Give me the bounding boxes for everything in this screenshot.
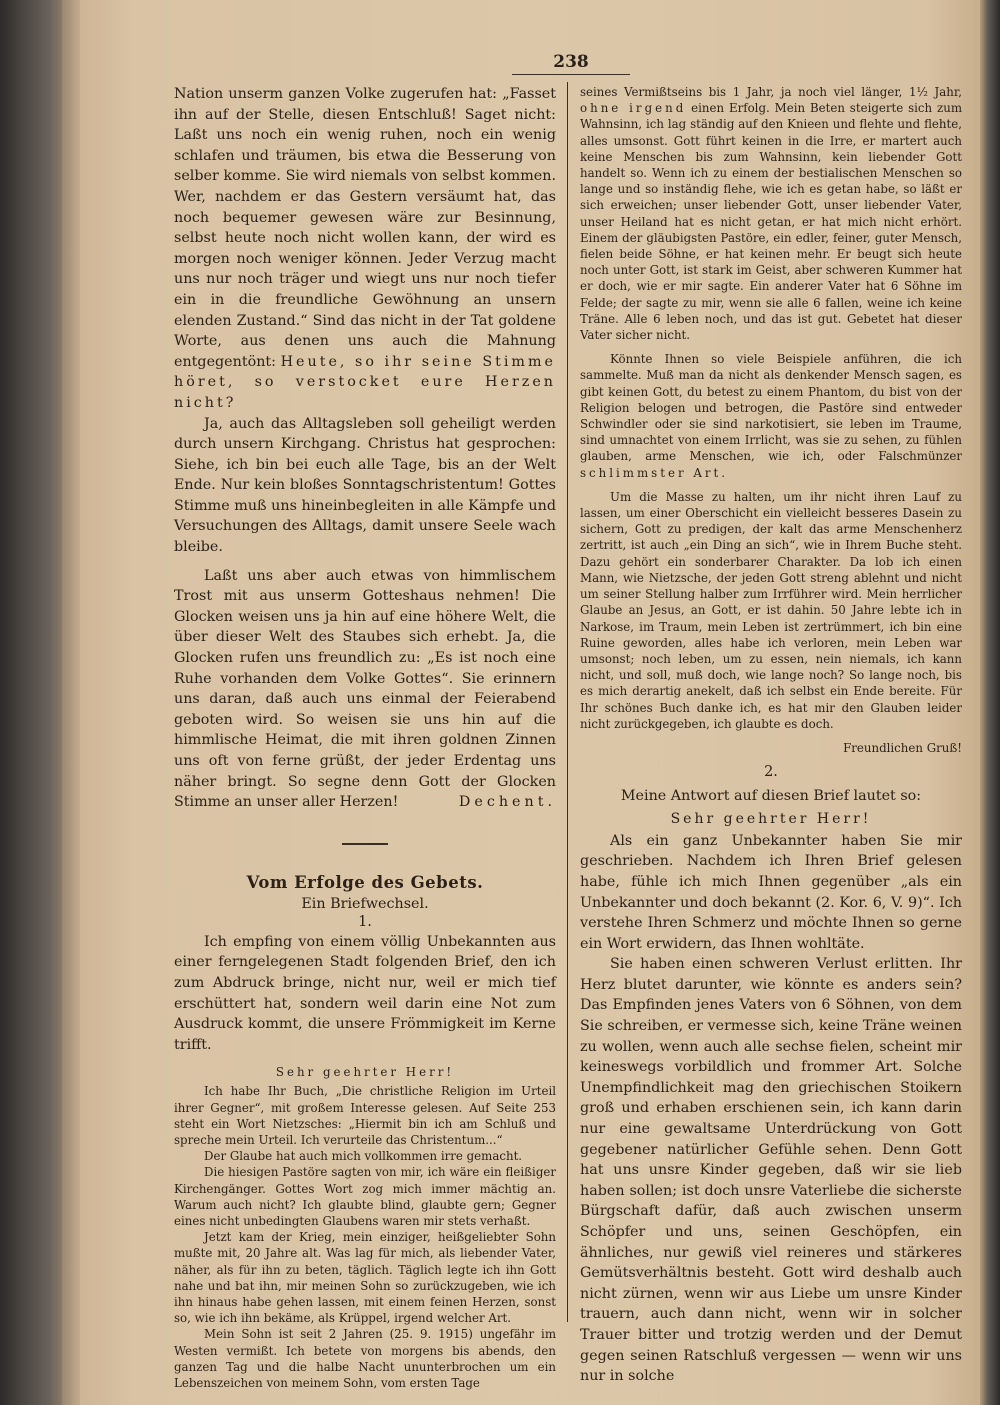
spaced-quote: Heute, so ihr seine Stimme höret, so verstocket eure Herzen nicht? [174, 353, 557, 411]
letter-salutation: Sehr geehrter Herr! [275, 1065, 455, 1080]
author-signature: Dechent. [458, 794, 556, 811]
paragraph: Laßt uns aber auch etwas von himmlischem Trost mit aus unserm Gotteshaus nehmen! Die Glocken weisen uns ja hin auf eine höhere Welt, die über dieser Welt des Staubes sich erhebt. Ja, die Glocken rufen uns freundlich zu: „Es ist noch eine Ruhe vorhanden dem Volke Gottes“. Sie erinnern uns daran, daß auch uns einmal der Feierabend geboten wird. So weisen sie uns hin auf die himmlische Heimat, die mit ihren goldnen Zinnen uns oft von ferne grüßt, der jeder Erdentag uns näher bringt. So segne denn Gott der Glocken Stimme an unser aller Herzen! Dechent. [174, 566, 556, 813]
letter-paragraph: Könnte Ihnen so viele Beispiele anführen, die ich sammelte. Muß man da nicht als denkender Mensch sagen, es gibt keinen Gott, du betest zu einem Phantom, du bist von der Religion belogen und betrogen, die Pastöre sind entweder Schwindler oder sie sind narkotisiert, sie leben im Traume, sind umnachtet von einem Irrlicht, was sie zu sehen, zu fühlen glauben, arme Menschen, wie ich, oder Falschmünzer schlimmster Art. [580, 352, 962, 480]
letter-paragraph: Jetzt kam der Krieg, mein einziger, heißgeliebter Sohn mußte mit, 20 Jahre alt. Was lag für mich, als liebender Vater, näher, als für ihn zu beten, täglich. Täglich legte ich ihn Gott nahe und bat ihn, mir meinen Sohn so zurückzugeben, wie ich ihn hinaus habe gehen lassen, mit einem feinen Herzen, sonst so, wie ich ihn bekäme, als Krüppel, irgend welcher Art. [174, 1230, 556, 1326]
paragraph: Als ein ganz Unbekannter haben Sie mir geschrieben. Nachdem ich Ihren Brief gelesen habe, fühle ich mich Ihnen gegenüber „als ein Unbekannter und doch bekannt (2. Kor. 6, V. 9)“. Ich verstehe Ihren Schmerz und möchte Ihnen so gerne ein Wort erwidern, das Ihnen wohltäte. [580, 832, 962, 952]
paragraph: Sie haben einen schweren Verlust erlitten. Ihr Herz blutet darunter, wie könnte es anders sein? Das Empfinden jenes Vaters von 6 Söhnen, von dem Sie schreiben, er vermesse sich, keine Träne weinen zu wollen, wenn auch alle sechse fielen, scheint mir keineswegs vorbildlich und frommer Art. Solche Unempfindlichkeit mag den griechischen Stoikern groß und erhaben erschienen sein, ich kann darin nur eine gewaltsame Unterdrückung von Gott gegebener natürlicher Gefühle sehen. Denn Gott hat uns unsre Kinder gegeben, daß wir sie lieb haben sollen; ist doch unsre Vaterliebe die sicherste Bürgschaft dafür, daß auch zwischen unserm Schöpfer und uns, seinen Geschöpfen, ein ähnliches, nur gewiß viel reineres und stärkeres Gemütsverhältnis besteht. Gott wird deshalb auch nicht zürnen, wenn wir aus Liebe um unsre Kinder trauern, auch dann nicht, wenn wir in solcher Trauer bitter und trotzig werden und der Demut gegen seinen Ratschluß vergessen — wenn wir uns nur in solche [580, 956, 962, 1385]
spaced-emphasis: schlimmster Art. [580, 465, 728, 480]
page-number: 238 [553, 52, 589, 72]
letter-closing: Freundlichen Gruß! [843, 740, 962, 755]
page-edge [980, 0, 1000, 1405]
paragraph: Ja, auch das Alltagsleben soll geheiligt werden durch unsern Kirchgang. Christus hat gesprochen: Siehe, ich bin bei euch alle Tage, bis an der Welt Ende. Nur kein bloßes Sonntagschristentum! Gottes Stimme muß uns hineinbegleiten in alle Kämpfe und Versuchungen des Alltags, damit unsere Seele wach bleibe. [174, 415, 556, 556]
paragraph: Ich empfing von einem völlig Unbekannten aus einer ferngelegenen Stadt folgenden Brief, den ich zum Abdruck bringe, nicht nur, weil er mich tief erschüttert hat, sondern weil darin eine Not zum Ausdruck kommt, die unsere Frömmigkeit im Kerne trifft. [174, 933, 556, 1053]
section-divider [342, 843, 388, 845]
letter-number: 2. [764, 764, 778, 781]
letter-paragraph: Mein Sohn ist seit 2 Jahren (25. 9. 1915) ungefähr im Westen vermißt. Ich betete von morgens bis abends, den ganzen Tag und die halbe Nacht ununterbrochen um ein Lebenszeichen von meinem Sohn, vom ersten Tage [174, 1327, 556, 1390]
paragraph: Nation unserm ganzen Volke zugerufen hat: „Fasset ihn auf der Stelle, diesen Entschluß! Saget nicht: Laßt uns noch ein wenig ruhen, noch ein wenig schlafen und träumen, bis etwa die Besserung von selber komme. Sie wird niemals von selbst kommen. Wer, nachdem er das Gestern versäumt hat, das noch bequemer gewesen wäre zur Besinnung, selbst heute noch nicht wollen kann, der wird es morgen noch weniger können. Jeder Verzug macht uns nur noch träger und wiegt uns nur noch tiefer ein in die freundliche Gewöhnung an unsern elenden Zustand.“ Sind das nicht in der Tat goldene Worte, aus denen uns auch die Mahnung entgegentönt: Heute, so ihr seine Stimme höret, so verstocket eure Herzen nicht? [174, 86, 557, 411]
page-number-rule [512, 74, 630, 75]
section-title: Vom Erfolge des Gebets. [246, 872, 484, 892]
paragraph: Meine Antwort auf diesen Brief lautet so: [620, 788, 922, 805]
left-column [174, 84, 556, 1391]
letter-paragraph: Die hiesigen Pastöre sagten von mir, ich wäre ein fleißiger Kirchengänger. Gottes Wort zog mich immer mächtig an. Warum auch nicht? Ich glaubte blind, glaubte gern; Gegner eines nicht unbedingten Glaubens waren mir stets verhaßt. [174, 1165, 556, 1228]
section-subtitle: Ein Briefwechsel. [301, 895, 429, 912]
column-divider [567, 82, 568, 1322]
letter-paragraph: Ich habe Ihr Buch, „Die christliche Religion im Urteil ihrer Gegner“, mit großem Interesse gelesen. Auf Seite 253 steht ein Wort Nietzsches: „Hiermit bin ich am Schluß und spreche mein Urteil. Ich verurteile das Christentum...“ [174, 1084, 556, 1147]
letter-paragraph: Um die Masse zu halten, um ihr nicht ihren Lauf zu lassen, um einer Oberschicht ein vielleicht besseres Dasein zu sichern, Gott zu predigen, der kalt das arme Menschenherz zertritt, ist auch „ein Ding an sich“, wie in Ihrem Buche steht. Dazu gehört ein sonderbarer Charakter. Da lob ich einen Mann, wie Nietzsche, der jeden Gott streng ablehnt und nicht um seiner Stellung halber zum Irrführer wird. Mein herrlicher Glaube an Jesus, an Gott, er ist dahin. 50 Jahre lebte ich in Narkose, im Traum, mein Leben ist zertrümmert, ich bin eine Ruine geworden, alles habe ich verloren, mein Leben war umsonst; noch leben, um zu essen, nein niemals, ich kann nicht, und soll, muß doch, wie lange noch? So lange noch, bis es mich derartig anekelt, daß ich selbst ein Ende bereite. Für Ihr schönes Buch danke ich, es hat mir den Glauben leider nicht zurückgegeben, ich glaubte es doch. [580, 489, 962, 731]
letter-number: 1. [358, 913, 372, 930]
right-column [580, 84, 962, 1387]
letter-salutation: Sehr geehrter Herr! [670, 810, 872, 827]
spaced-emphasis: ohne irgend [580, 101, 687, 116]
letter-paragraph: seines Vermißtseins bis 1 Jahr, ja noch viel länger, 1½ Jahr, ohne irgend einen Erfolg. Mein Beten steigerte sich zum Wahnsinn, ich lag ständig auf den Knieen und flehte und flehte, alles umsonst. Gott führt keinen in die Irre, er martert auch keine Menschen bis zum Wahnsinn, kein liebender Gott handelt so. Wenn ich zu einem der bestialischen Menschen so lange und so inständig flehe, wie ich es getan habe, so läßt er sich erweichen; unser liebender Gott, unser liebender Vater, unser Heiland hat es nicht getan, er hat mich nicht erhört. Einem der gläubigsten Pastöre, ein edler, feiner, guter Mensch, fielen beide Söhne, er hat keinen mehr. Er beugt sich heute noch unter Gott, ist stark im Geist, aber schweren Kummer hat er doch, wie er mir sagte. Ein anderer Vater hat 6 Söhne im Felde; der sagte zu mir, wenn sie alle 6 fallen, weine ich keine Träne. Alle 6 leben noch, und das ist gut. Gebetet hat dieser Vater sicher nicht. [580, 85, 963, 343]
book-binding [0, 0, 62, 1405]
letter-paragraph: Der Glaube hat auch mich vollkommen irre gemacht. [204, 1149, 523, 1164]
